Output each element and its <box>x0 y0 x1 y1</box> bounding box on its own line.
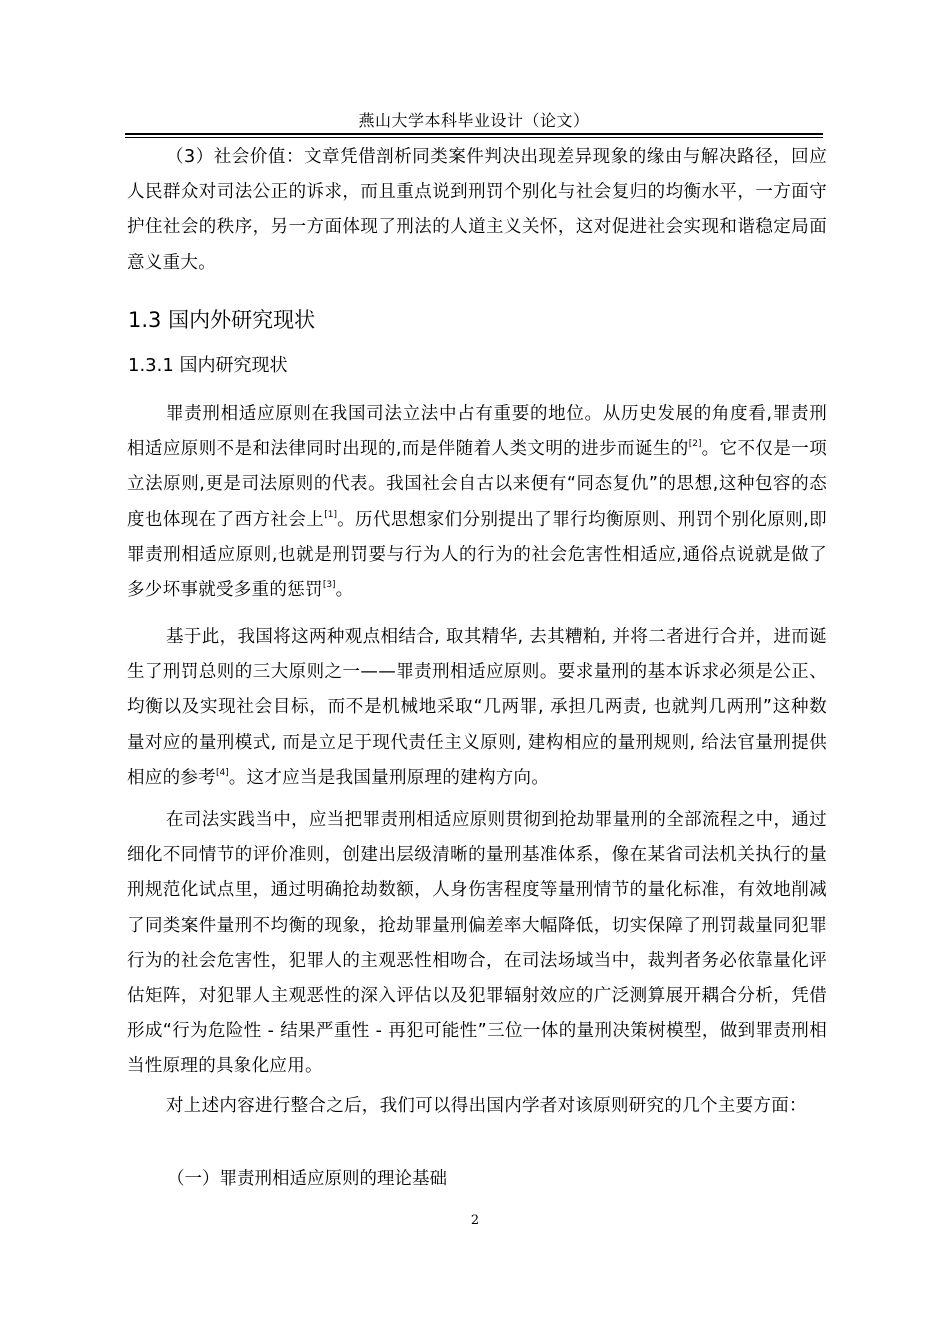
section-heading: 1.3 国内外研究现状 <box>128 308 316 332</box>
running-header: 燕山大学本科毕业设计（论文） <box>358 111 590 130</box>
social-value-paragraph: （3）社会价值：文章凭借剖析同类案件判决出现差异现象的缘由与解决路径，回应人民群众对司法公正的诉求，而且重点说到刑罚个别化与社会复归的均衡水平，一方面守护住社会的秩序，另一方面体现了刑法的人道主义关怀，这对促进社会实现和谐稳定局面意义重大。 <box>127 147 827 273</box>
paragraph-text: 。 <box>335 580 354 601</box>
header-rule-thick <box>125 133 823 135</box>
citation-ref: [3] <box>322 580 336 591</box>
page-number: 2 <box>470 1213 480 1228</box>
paragraph-text: 基于此，我国将这两种观点相结合, 取其精华, 去其糟粕, 并将二者进行合并，进而诞生了刑罚总则的三大原则之一——罪责刑相适应原则。要求量刑的基本诉求必须是公正、均衡以及实现社会目标，而不是机械地采取“几两罪, 承担几两责, 也就判几两刑”这种数量对应的量刑模式, 而是立足于现代责任主义原则, 建构相应的量刑规则, 给法官量刑提供相应的参考 <box>127 627 827 788</box>
subsection-heading: 1.3.1 国内研究现状 <box>128 355 288 376</box>
paragraph-text: 罪责刑相适应原则在我国司法立法中占有重要的地位。从历史发展的角度看,罪责刑相适应原则不是和法律同时出现的,而是伴随着人类文明的进步而诞生的 <box>127 404 827 460</box>
paragraph-text: 。这才应当是我国量刑原理的建构方向。 <box>228 767 550 788</box>
citation-ref: [1] <box>324 509 337 520</box>
paragraph-principle-history <box>127 397 827 608</box>
header-rule-thin <box>125 137 823 138</box>
subsection-item: （一）罪责刑相适应原则的理论基础 <box>167 1169 447 1189</box>
citation-ref: [4] <box>216 767 229 778</box>
citation-ref: [2] <box>688 439 702 450</box>
paragraph-principle-origin <box>127 620 827 796</box>
paragraph-summary: 对上述内容进行整合之后，我们可以得出国内学者对该原则研究的几个主要方面： <box>166 1096 807 1116</box>
paragraph-text: 。历代思想家们分别提出了罪行均衡原则、刑罚个别化原则,即罪责刑相适应原则,也就是刑罚要与行为人的行为的社会危害性相适应,通俗点说就是做了多少坏事就受多重的惩罚 <box>127 509 827 601</box>
paragraph-text: 。它不仅是一项立法原则,更是司法原则的代表。我国社会自古以来便有“同态复仇”的思想,这种包容的态度也体现在了西方社会上 <box>127 439 827 530</box>
paragraph-judicial-practice: 在司法实践当中，应当把罪责刑相适应原则贯彻到抢劫罪量刑的全部流程之中，通过细化不同情节的评价准则，创建出层级清晰的量刑基准体系，像在某省司法机关执行的量刑规范化试点里，通过明确抢劫数额，人身伤害程度等量刑情节的量化标准，有效地削减了同类案件量刑不均衡的现象，抢劫罪量刑偏差率大幅降低，切实保障了刑罚裁量同犯罪行为的社会危害性，犯罪人的主观恶性相吻合，在司法场域当中，裁判者务必依靠量化评估矩阵，对犯罪人主观恶性的深入评估以及犯罪辐射效应的广泛测算展开耦合分析，凭借形成“行为危险性 - 结果严重性 - 再犯可能性”三位一体的量刑决策树模型，做到罪责刑相当性原理的具象化应用。 <box>127 810 827 1077</box>
